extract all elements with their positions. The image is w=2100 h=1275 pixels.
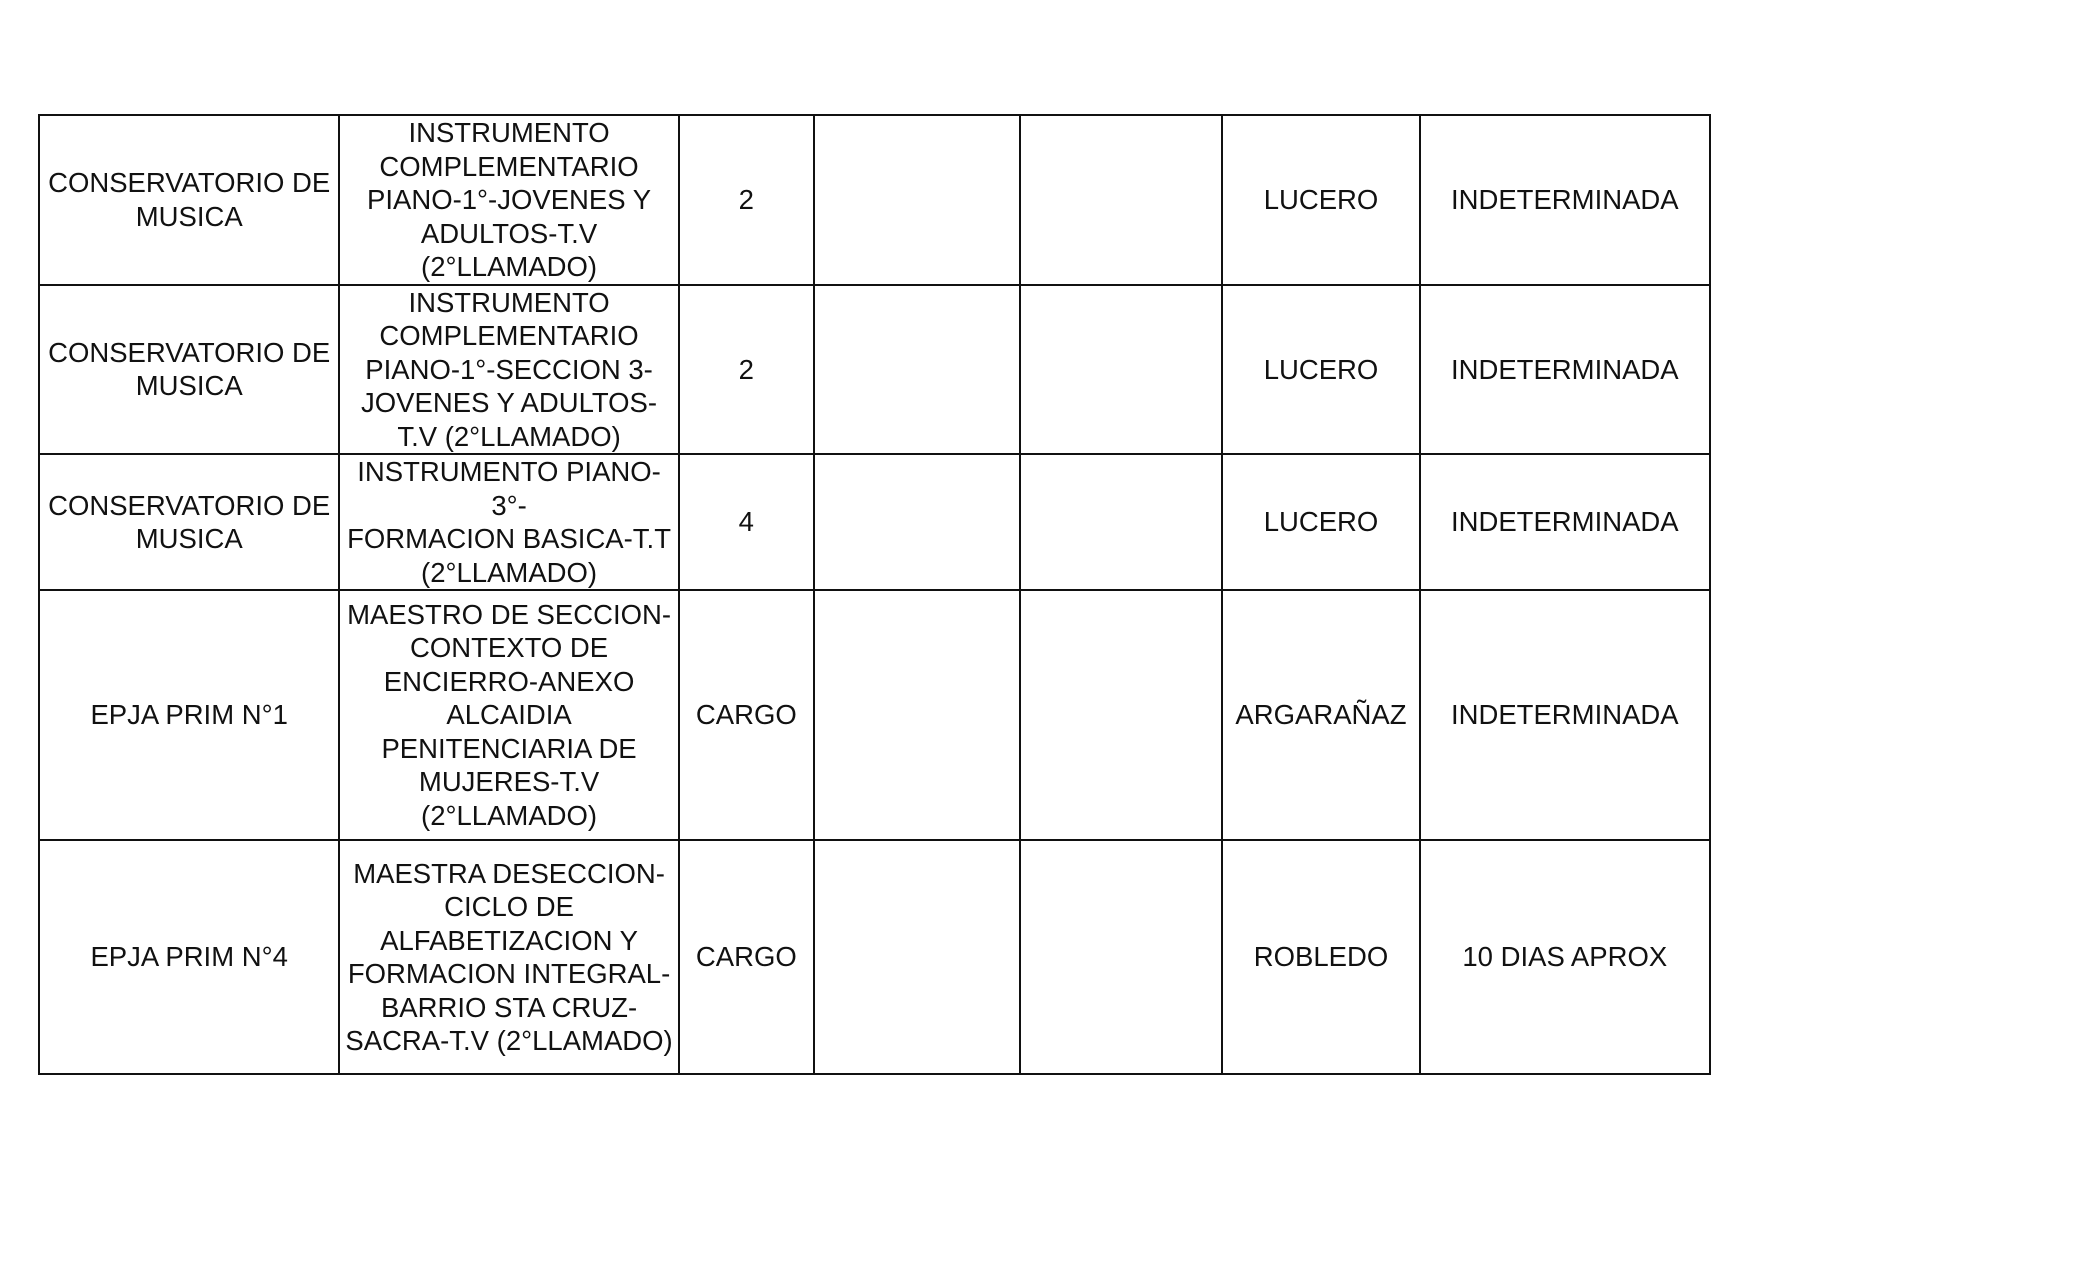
- subject-cell: INSTRUMENTO COMPLEMENTARIO PIANO-1°-JOVENES Y ADULTOS-T.V (2°LLAMADO): [339, 115, 678, 285]
- teacher-cell: LUCERO: [1222, 454, 1419, 590]
- hours-cell: 4: [679, 454, 814, 590]
- duration-cell: INDETERMINADA: [1420, 454, 1710, 590]
- duration-cell: INDETERMINADA: [1420, 590, 1710, 840]
- duration-cell: INDETERMINADA: [1420, 115, 1710, 285]
- empty-cell: [814, 590, 1020, 840]
- table-row: [39, 590, 1710, 840]
- empty-cell: [1020, 840, 1222, 1074]
- hours-cell: CARGO: [679, 840, 814, 1074]
- school-cell: EPJA PRIM N°4: [39, 840, 339, 1074]
- subject-cell: MAESTRO DE SECCION- CONTEXTO DE ENCIERRO-ANEXO ALCAIDIA PENITENCIARIA DE MUJERES-T.V (2°LLAMADO): [339, 590, 678, 840]
- school-cell: CONSERVATORIO DE MUSICA: [39, 115, 339, 285]
- empty-cell: [1020, 115, 1222, 285]
- empty-cell: [1020, 590, 1222, 840]
- duration-cell: 10 DIAS APROX: [1420, 840, 1710, 1074]
- empty-cell: [814, 115, 1020, 285]
- hours-cell: 2: [679, 285, 814, 455]
- school-cell: CONSERVATORIO DE MUSICA: [39, 285, 339, 455]
- hours-cell: 2: [679, 115, 814, 285]
- subject-cell: MAESTRA DESECCION- CICLO DE ALFABETIZACION Y FORMACION INTEGRAL- BARRIO STA CRUZ- SACRA-T.V (2°LLAMADO): [339, 840, 678, 1074]
- empty-cell: [814, 840, 1020, 1074]
- teacher-cell: ARGARAÑAZ: [1222, 590, 1419, 840]
- subject-cell: INSTRUMENTO COMPLEMENTARIO PIANO-1°-SECCION 3- JOVENES Y ADULTOS- T.V (2°LLAMADO): [339, 285, 678, 455]
- empty-cell: [1020, 285, 1222, 455]
- hours-cell: CARGO: [679, 590, 814, 840]
- table-row: [39, 840, 1710, 1074]
- duration-cell: INDETERMINADA: [1420, 285, 1710, 455]
- empty-cell: [814, 285, 1020, 455]
- school-cell: EPJA PRIM N°1: [39, 590, 339, 840]
- table-row: [39, 115, 1710, 285]
- vacancies-table: [38, 114, 1711, 1075]
- teacher-cell: LUCERO: [1222, 115, 1419, 285]
- table-row: [39, 454, 1710, 590]
- empty-cell: [814, 454, 1020, 590]
- teacher-cell: LUCERO: [1222, 285, 1419, 455]
- table-row: [39, 285, 1710, 455]
- empty-cell: [1020, 454, 1222, 590]
- school-cell: CONSERVATORIO DE MUSICA: [39, 454, 339, 590]
- teacher-cell: ROBLEDO: [1222, 840, 1419, 1074]
- subject-cell: INSTRUMENTO PIANO-3°- FORMACION BASICA-T.T (2°LLAMADO): [339, 454, 678, 590]
